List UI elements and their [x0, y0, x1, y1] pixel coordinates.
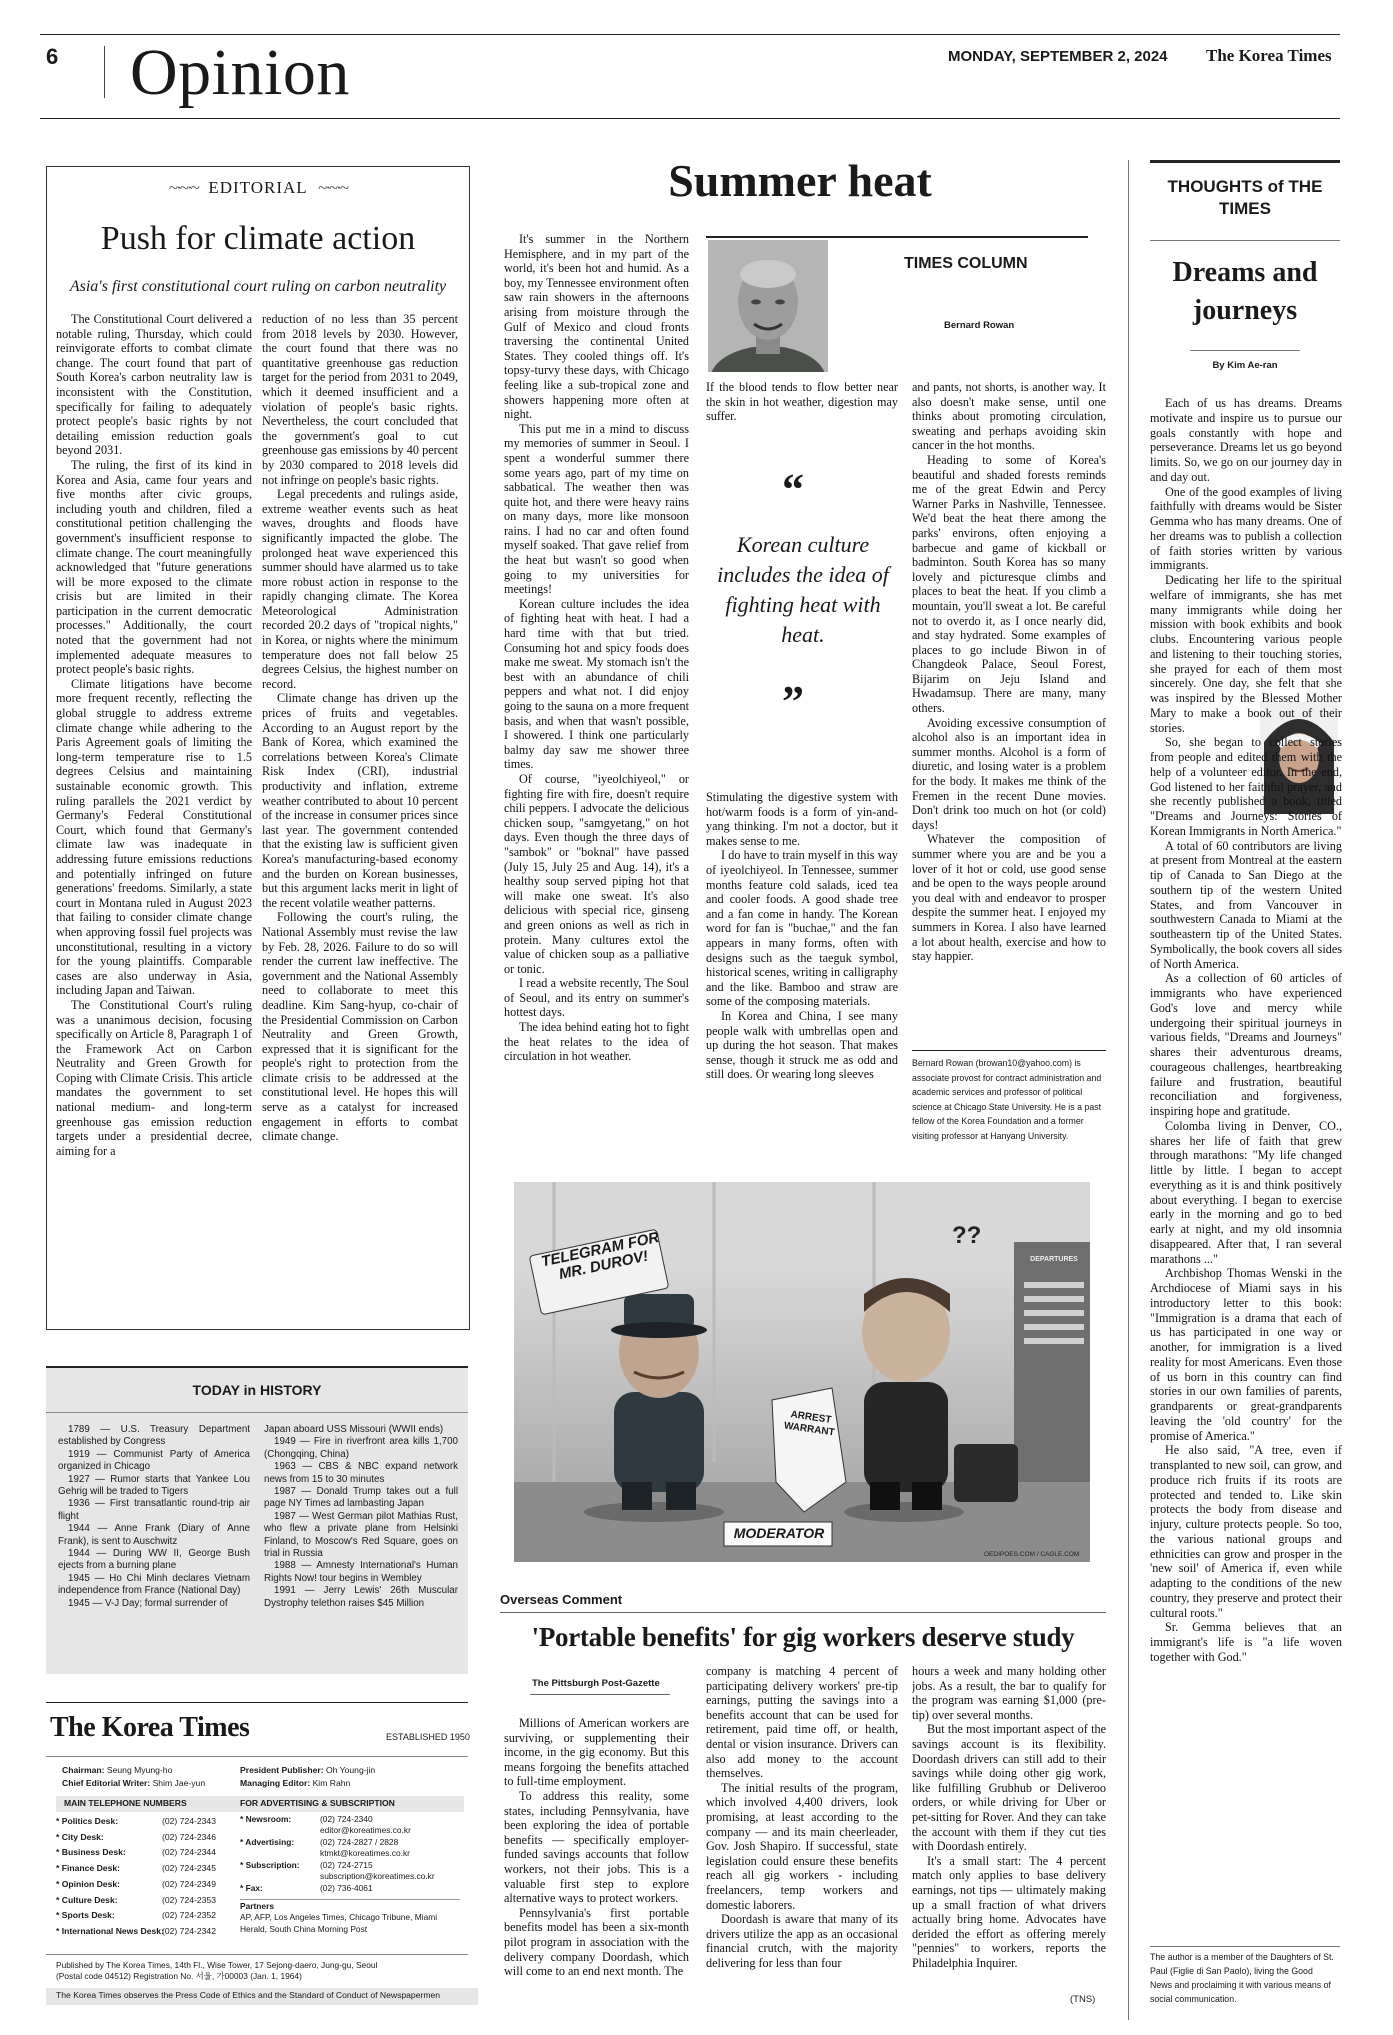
- overseas-ins: (TNS): [1070, 1994, 1096, 2005]
- ads-title: FOR ADVERTISING & SUBSCRIPTION: [232, 1796, 464, 1812]
- thoughts-body: Each of us has dreams. Dreams motivate and inspire us to pursue our goals constantly with hope and perseverance. Dreams let us go beyond limits. So, we go on our journey day in and day out. One of the good examples of living faithfully with dreams would be Sister Gemma who has many dreams. One of her dreams was to publish a collection of faith stories written by various immigrants. Dedicating her life to the spiritual welfare of immigrants, she has met many immigrants while doing her mission with book exhibits and book clubs. Encountering various people and listening to their touching stories, she prayed for each of them most sincerely. One day, she felt that she was inspired by the Blessed Mother Mary to make a book out of their stories. So, she began to collect stories from people and edited them with the help of a volunteer editor. In the end, God listened to her faithful prayer, and she recently published a book, titled "Dreams and Journeys: Stories of Korean Immigrants in North America." A total of 60 contributors are living at present from Montreal at the eastern tip of Canada to San Diego at the southern tip of the western United States, and from Vancouver in southwestern Canada to Miami at the southeastern tip of the United States. Symbolically, the book covers all sides of North America. As a collection of 60 articles of immigrants who have experienced God's love and mercy while undergoing their spiritual journeys in various fields, "Dreams and Journeys" shares their adventurous dreams, courageous challenges, heartbreaking failure and frustration, beautiful reconciliation and forgiveness, inspiring hope and gratitude. Colomba living in Denver, CO., shares her life of faith that grew through marathons: "My life changed little by little. I began to accept everything as it is and think positively about everything. I began to exercise early in the morning and go to bed early at night, and my old insomnia disappeared. After that, I ran several marathons ..." Archbishop Thomas Wenski in the Archdiocese of Miami says in his introductory letter to this book: "Immigration is a drama that each of us has participated in one way or another, for immigration is a lived reality for most Americans. Even those of us born in this country can find stories in our own families of parents, grandparents or great-grandparents leaving the 'old country' for the promise of America." He also said, "A tree, even if transplanted to new soil, can grow, and produce rich fruits if its roots are protected and tended to. Like skin protects the body from disease and injury, culture protects people. So too, the various national groups and ethnicities can grow and prosper in the 'new soil' of America if, even while adapting to the conditions of the new country, they preserve and protect their cultural roots." Sr. Gemma believes that an immigrant's life is "a life woven together with God.": [1150, 396, 1342, 1664]
- phones-list: * Politics Desk: (02) 724-2343 * City Desk: (02) 724-2346 * Business Desk: (02) 724-2344 * Finance Desk: (02) 724-2345 * Opinion Desk: (02) 724-2349 * Culture Desk: (02) 724-2353 * Sports Desk: (02) 724-2352 * International News Desk: (02) 724-2342: [56, 1816, 216, 1936]
- column-author: Bernard Rowan: [944, 320, 1015, 331]
- imprint-bottom-rule: [46, 1954, 468, 1955]
- ornament-left-icon: ~·~·~: [168, 178, 198, 197]
- imprint-staff-left: Chairman: Seung Myung-ho Chief Editorial Writer: Shim Jae-yun: [62, 1765, 206, 1788]
- cartoon-moderator-text: MODERATOR: [733, 1525, 825, 1541]
- overseas-headline: 'Portable benefits' for gig workers deserve study: [531, 1622, 1075, 1652]
- top-rule: [40, 34, 1340, 35]
- pull-quote: Korean culture includes the idea of fighting heat with heat.: [717, 532, 889, 647]
- cartoon-departure-board: DEPARTURES: [1030, 1256, 1078, 1263]
- editorial-column-1: The Constitutional Court delivered a notable ruling, Thursday, which could reinvigorate efforts to combat climate change. The court found that part of South Korea's carbon neutrality law is inconsistent with the Constitution, specifically for failing to adequately protect people's basic rights by not detailing emission reduction goals beyond 2031. The ruling, the first of its kind in Korea and Asia, came four years and five months after civic groups, including youth and children, filed a constitutional petition challenging the government's insufficient response to climate change. The court meaningfully acknowledged that "future generations will be more exposed to the climate crisis but are limited in their participation in the current democratic processes." Additionally, the court noted that the government had not implemented adequate measures to protect people's basic rights. Climate litigations have become more frequent recently, reflecting the global struggle to address extreme climate change while adhering to the Paris Agreement goals of limiting the long-term temperature rise to 1.5 degrees Celsius and maintaining sustainable economic growth. This ruling parallels the 2021 verdict by Germany's Federal Constitutional Court, which found that Germany's climate law was inadequate in addressing future emissions reductions and potentially infringed on future generations' freedoms. Similarly, a state court in Montana ruled in August 2023 that failing to consider climate change when approving fossil fuel projects was unconstitutional, resulting in a victory for the young plaintiffs. Comparable cases are also underway in Asia, including Japan and Taiwan. The Constitutional Court's ruling was a unanimous decision, focusing specifically on Article 8, Paragraph 1 of the Framework Act on Carbon Neutrality and Green Growth for Coping with Climate Crisis. This article mandates the government to set national medium- and long-term greenhouse gas emission reduction targets under a presidential decree, aiming for a: [56, 312, 252, 1158]
- thoughts-byline: By Kim Ae-ran: [1212, 360, 1278, 371]
- editorial-kicker: ~·~·~ EDITORIAL ~·~·~: [168, 178, 348, 197]
- publisher-info: Published by The Korea Times, 14th Fl., Wise Tower, 17 Sejong-daero, Jung-gu, Seoul (Postal code 04512) Registration No. 서울, 가00003 (Jan. 1, 1964): [56, 1960, 378, 1981]
- cartoon-credit: OEDIPOES.COM / CAGLE.COM: [984, 1551, 1080, 1558]
- history-title: TODAY in HISTORY: [192, 1382, 322, 1398]
- column-text-2a: If the blood tends to flow better near the skin in hot weather, digestion may suffer.: [706, 380, 898, 424]
- author-portrait-icon: [708, 240, 828, 372]
- imprint-staff-right: President Publisher: Oh Young-jin Managing Editor: Kim Rahn: [240, 1765, 376, 1788]
- bio-rule: [912, 1050, 1106, 1051]
- history-column-2: Japan aboard USS Missouri (WWII ends) 1949 — Fire in riverfront area kills 1,700 (Chongqing, China) 1963 — CBS & NBC expand network news from 15 to 30 minutes 1987 — Donald Trump takes out a full page NY Times ad lambasting Japan 1987 — West German pilot Mathias Rust, who flew a private plane from Helsinki Finland, to Moscow's Red Square, goes on trial in Russia 1988 — Amnesty International's Human Rights Now! tour begins in Wembley 1991 — Jerry Lewis' 26th Muscular Dystrophy telethon raises $45 Million: [264, 1424, 458, 1609]
- column-text-3: and pants, not shorts, is another way. It also doesn't make sense, until one thinks about promoting circulation, sweating and perhaps avoiding skin cancer in the hot months. Heading to some of Korea's beautiful and shaded forests reminds me of the great Edwin and Percy Warner Parks in Nashville, Tennessee. We'd beat the heat there among the parks' environs, often enjoying a barbecue and game of kickball or badminton. South Korea has so many lovely and picturesque climbs and places to beat the heat. If you climb a mountain, you'll sweat a lot. Be careful not to overdo it, as I once nearly did, and stay hydrated. Some examples of places to go include Biwon in of Changdeok Palace, Seoul Forest, Bijarim on Jeju Island and Hwadamsup. There are many, many others. Avoiding excessive consumption of alcohol also is an important idea in summer months. Alcohol is a form of diuretic, and losing water is a problem for the body. It makes me think of the Fremen in the recent Dune movies. Don't drink too much on hot (or cold) days! Whatever the composition of summer where you are and be you a lover of it hot or cold, use good sense and be open to the ways people around you deal with and endeavor to prosper despite the summer heat. I enjoyed my summers in Korea. I also have learned a lot about health, exercise and how to stay happier.: [912, 380, 1106, 964]
- thoughts-bio: The author is a member of the Daughters of St. Paul (Figlie di San Paolo), living the Good News and proclaiming it with various means of social communication.: [1150, 1952, 1334, 2004]
- imprint-established: ESTABLISHED 1950: [386, 1732, 470, 1742]
- column-text-2b: Stimulating the digestive system with hot/warm foods is a form of yin-and-yang thinking. I'm not a doctor, but it makes sense to me. I do have to train myself in this way of iyeolchiyeol. In Tennessee, summer months feature cold salads, iced tea and cooler foods. A good shade tree and a fan come in handy. The Korean word for fan is "buchae," and the fan appears in many forms, often with designs such as the taeguk symbol, historical scenes, writing in calligraphy and the like. Bamboo and straw are some of the composing materials. In Korea and China, I see many people walk with umbrellas open and up during the hot season. That makes sense, though it struck me as odd and still does. Or wearing long sleeves: [706, 790, 898, 1082]
- ethics-line: The Korea Times observes the Press Code of Ethics and the Standard of Conduct of Newspapermen: [46, 1988, 478, 2005]
- thoughts-label-rule: [1150, 240, 1340, 241]
- cartoon-question-marks: ??: [952, 1222, 982, 1249]
- phones-title: MAIN TELEPHONE NUMBERS: [56, 1796, 236, 1812]
- thoughts-top-rule: [1150, 160, 1340, 163]
- thoughts-byline-rule: [1190, 350, 1300, 351]
- overseas-source-rule: [530, 1694, 670, 1695]
- ornament-right-icon: ~·~·~: [318, 178, 348, 197]
- column-bio: Bernard Rowan (browan10@yahoo.com) is associate provost for contract administration and academic services and professor of political science at Chicago State University. He is a past fellow of the Korea Foundation and a former visiting professor at Hanyang University.: [912, 1058, 1102, 1141]
- thoughts-bio-rule: [1150, 1946, 1340, 1947]
- overseas-column-1: Millions of American workers are surviving, or supplementing their income, in the gig economy. But this means forgoing the benefits attached to full-time employment. To address this reality, some states, including Pennsylvania, have been exploring the idea of portable benefits — specifically employer-funded savings accounts that follow workers, not their jobs. This is a valuable first step to explore alternative ways to protect workers. Pennsylvania's first portable benefits model has been a six-month pilot program in association with the delivery company Doordash, which will come to an end next month. The: [504, 1716, 689, 1979]
- history-column-1: 1789 — U.S. Treasury Department established by Congress 1919 — Communist Party of America organized in Chicago 1927 — Rumor starts that Yankee Lou Gehrig will be traded to Tigers 1936 — First transatlantic round-trip air flight 1944 — Anne Frank (Diary of Anne Frank), is sent to Auschwitz 1944 — During WW II, George Bush ejects from a burning plane 1945 — Ho Chi Minh declares Vietnam independence from France (National Day) 1945 — V-J Day; formal surrender of: [58, 1424, 250, 1609]
- column-headline: Summer heat: [668, 155, 932, 206]
- editorial-headline: Push for climate action: [100, 220, 416, 257]
- ads-list: * Newsroom: (02) 724-2340 editor@koreatimes.co.kr * Advertising: (02) 724-2827 / 2828 ktmkt@koreatimes.co.kr * Subscription: (02) 724-2715 subscription@koreatimes.co.kr * Fax: (02) 736-4061 Partners AP, AFP, Los Angeles Times, Chicago Tribune, Miami Herald, South China Morning Post: [240, 1814, 460, 1935]
- overseas-source: The Pittsburgh Post-Gazette: [532, 1678, 660, 1689]
- column-text-1: It's summer in the Northern Hemisphere, and in my part of the world, it's been hot and humid. As a boy, my Tennessee environment often saw rain showers in the afternoons arising from moisture through the Gulf of Mexico and cloud fronts traversing the continental United States. They cooled things off. It's topsy-turvy these days, with Chicago feeling like a sub-tropical zone and showers happening more often at night. This put me in a mind to discuss my memories of summer in Seoul. I spent a wonderful summer there some years ago, part of my time on sabbatical. The weather then was quite hot, and there were heavy rains on many days, more like monsoon rains. I had no car and often found myself soaked. That gave relief from the heat but wasn't so good when going to my universities for meetings! Korean culture includes the idea of fighting heat with heat. I had a hard time with that but tried. Consuming hot and spicy foods does make me sweat. My stomach isn't the best with an abundance of chili peppers and what not. I did enjoy going to the sauna on a more frequent basis, and when that wasn't possible, I showered. I think one particularly balmy day saw me shower three times. Of course, "iyeolchiyeol," or fighting fire with fire, doesn't require chili peppers. I advocate the delicious chicken soup, "samgyetang," on hot days. Even though the three days of "sambok" or "boknal" have passed (July 15, July 25 and Aug. 14), it's a healthy soup served piping hot that will make one sweat. It's also delicious with special rice, ginseng and green onions as well as rich in protein. Many cultures extol the value of chicken soup as a palliative or tonic. I read a website recently, The Soul of Seoul, and its entry on summer's hottest days. The idea behind eating hot to fight the heat relates to the idea of circulation in hot weather.: [504, 232, 689, 1064]
- history-title-rule: [46, 1412, 468, 1413]
- masthead-divider: [104, 46, 105, 98]
- thoughts-headline: Dreams and journeys: [1172, 257, 1318, 326]
- page-number: 6: [46, 44, 59, 69]
- section-title: Opinion: [130, 36, 350, 109]
- cartoon-warrant-text: ARREST WARRANT: [783, 1409, 836, 1439]
- editorial-subhead: Asia's first constitutional court ruling on carbon neutrality: [69, 278, 447, 295]
- right-column-divider: [1128, 160, 1129, 2020]
- paper-name: The Korea Times: [1206, 46, 1332, 65]
- masthead-rule: [40, 118, 1340, 119]
- column-label: TIMES COLUMN: [904, 255, 1028, 272]
- overseas-column-2: company is matching 4 percent of participating delivery workers' pre-tip earnings, putting the savings into a benefits account that can be used for retirement, paid time off, or health, dental or vision insurance. Drivers can also add money to the account themselves. The initial results of the program, which involved 4,400 drivers, look promising, at least according to the company — and its main cheerleader, Gov. Josh Shapiro. If successful, state legislation could ensure these benefits reach all gig workers - including freelancers, temp workers and domestic laborers. Doordash is aware that many of its drivers utilize the app as an occasional financial crutch, with the majority delivering for less than four: [706, 1664, 898, 1970]
- thoughts-label: THOUGHTS of THE TIMES: [1167, 177, 1323, 218]
- imprint-logo: The Korea Times: [50, 1712, 250, 1743]
- quote-close-icon: ”: [782, 677, 804, 726]
- imprint-rule: [46, 1756, 468, 1757]
- overseas-rule: [500, 1612, 1106, 1613]
- author-photo: [708, 240, 828, 372]
- editorial-column-2: reduction of no less than 35 percent from 2018 levels by 2030. However, the court found that there was no quantitative greenhouse gas reduction target for the period from 2031 to 2049, which it deemed insufficient and a violation of people's basic rights. Nevertheless, the court concluded that the government's goal to cut greenhouse gas emissions by 40 percent by 2030 compared to 2018 levels did not infringe on people's basic rights. Legal precedents and rulings aside, extreme weather events such as heat waves, droughts and floods have significantly impacted the globe. The prolonged heat wave experienced this summer should have alarmed us to take more robust action in response to the rapidly changing climate. The Korea Meteorological Administration recorded 20.2 days of "tropical nights," in Korea, or nights where the minimum temperature does not fall below 25 degrees Celsius, the highest number on record. Climate change has driven up the prices of fruits and vegetables. According to an August report by the Bank of Korea, which examined the correlations between Korea's Climate Risk Index (CRI), industrial productivity and inflation, extreme weather contributed to about 10 percent of the increase in consumer prices since last year. The government contended that the existing law is sufficient given Korea's manufacturing-based economy and the burden on Korean businesses, but this argument lacks merit in light of the recent volatile weather patterns. Following the court's ruling, the National Assembly must revise the law by Feb. 28, 2026. Failure to do so will render the current law ineffective. The government and the National Assembly need to collaborate to meet this deadline. Kim Sang-hyup, co-chair of the Presidential Commission on Carbon Neutrality and Green Growth, expressed that it is significant for the people's right to protection from the climate crisis to be addressed at the constitutional level. He hopes this will serve as a catalyst for increased engagement in efforts to combat climate change.: [262, 312, 458, 1144]
- overseas-label: Overseas Comment: [500, 1592, 623, 1607]
- author-box-rule: [706, 236, 1088, 238]
- quote-open-icon: “: [782, 465, 804, 514]
- history-top-rule: [46, 1366, 468, 1368]
- overseas-column-3: hours a week and many holding other jobs. As a result, the bar to qualify for the program was earning $1,000 (pre-tip) over several months. But the most important aspect of the savings account is its flexibility. Doordash drivers can still add to their savings while doing other gig work, like fulfilling Grubhub or Deliveroo orders, or while driving for Uber or pet-sitting for Rover. And they can take the account with them if they cut ties with Doordash entirely. It's a small start: The 4 percent match only applies to base delivery earnings, not tips — ultimately making up a small fraction of what drivers actually bring home. Advocates have derided the effort as offering merely "pennies" to workers, reports the Philadelphia Inquirer.: [912, 1664, 1106, 1970]
- cartoon-illustration-icon: [514, 1182, 1090, 1562]
- editorial-cartoon: [514, 1182, 1090, 1562]
- imprint-top-rule: [46, 1702, 468, 1703]
- cartoon-sign-text: TELEGRAM FOR MR. DUROV!: [539, 1228, 661, 1284]
- issue-date: MONDAY, SEPTEMBER 2, 2024: [948, 48, 1168, 65]
